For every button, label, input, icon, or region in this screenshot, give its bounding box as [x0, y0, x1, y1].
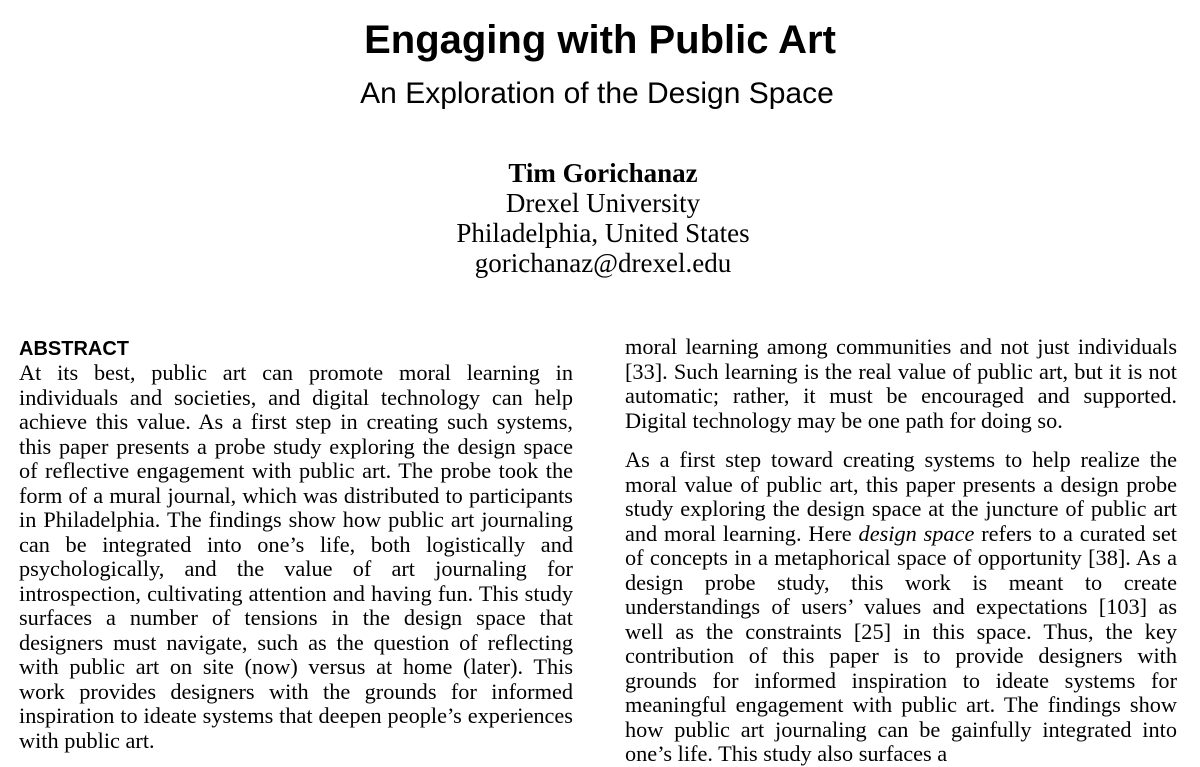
author-block	[0, 158, 1200, 278]
right-column	[625, 335, 1177, 767]
author-location: Philadelphia, United States	[456, 218, 750, 248]
body-paragraph-2	[625, 448, 1177, 767]
author-email[interactable]: gorichanaz@drexel.edu	[474, 248, 732, 278]
abstract-text: At its best, public art can promote moral learning in individuals and societies, and digital technology can help achieve this value. As a first step in creating such systems, this paper presents a probe study exploring the design space of reflective engagement with public art. The probe took the form of a mural journal, which was distributed to participants in Philadelphia. The findings show how public art journaling can be integrated into one’s life, both logistically and psychologically, and the value of art journaling for introspection, cultivating attention and having fun. This study surfaces a number of tensions in the design space that designers must navigate, such as the question of reflecting with public art on site (now) versus at home (later). This work provides designers with the grounds for informed inspiration to ideate systems that deepen people’s experiences with public art.	[19, 360, 573, 753]
design-space-term: design space	[858, 520, 975, 546]
paper-title: Engaging with Public Art	[364, 18, 836, 62]
paper-subtitle: An Exploration of the Design Space	[360, 77, 834, 110]
author-name: Tim Gorichanaz	[508, 158, 698, 188]
body-paragraph-2-start: As a first step toward creating systems to help realize the moral value of public art, this paper presents a design probe study exploring the design space at the juncture of public art and moral learning. Here	[625, 447, 1177, 546]
abstract-heading: ABSTRACT	[19, 338, 129, 360]
body-paragraph-2-rest: refers to a curated set of concepts in a metaphorical space of opportunity [38]. As a design probe study, this work is meant to create understandings of users’ values and expectations [103] as well as the constraints [25] in this space. Thus, the key contribution of this paper is to provide designers with grounds for informed inspiration to ideate systems for meaningful engagement with public art. The findings show how public art journaling can be gainfully integrated into one’s life. This study also surfaces a	[625, 520, 1177, 766]
author-affiliation: Drexel University	[505, 188, 701, 218]
body-paragraph-1: moral learning among communities and not just individuals [33]. Such learning is the real value of public art, but it is not automatic; rather, it must be encouraged and supported. Digital technology may be one path for doing so.	[625, 334, 1177, 433]
left-column	[19, 335, 573, 753]
